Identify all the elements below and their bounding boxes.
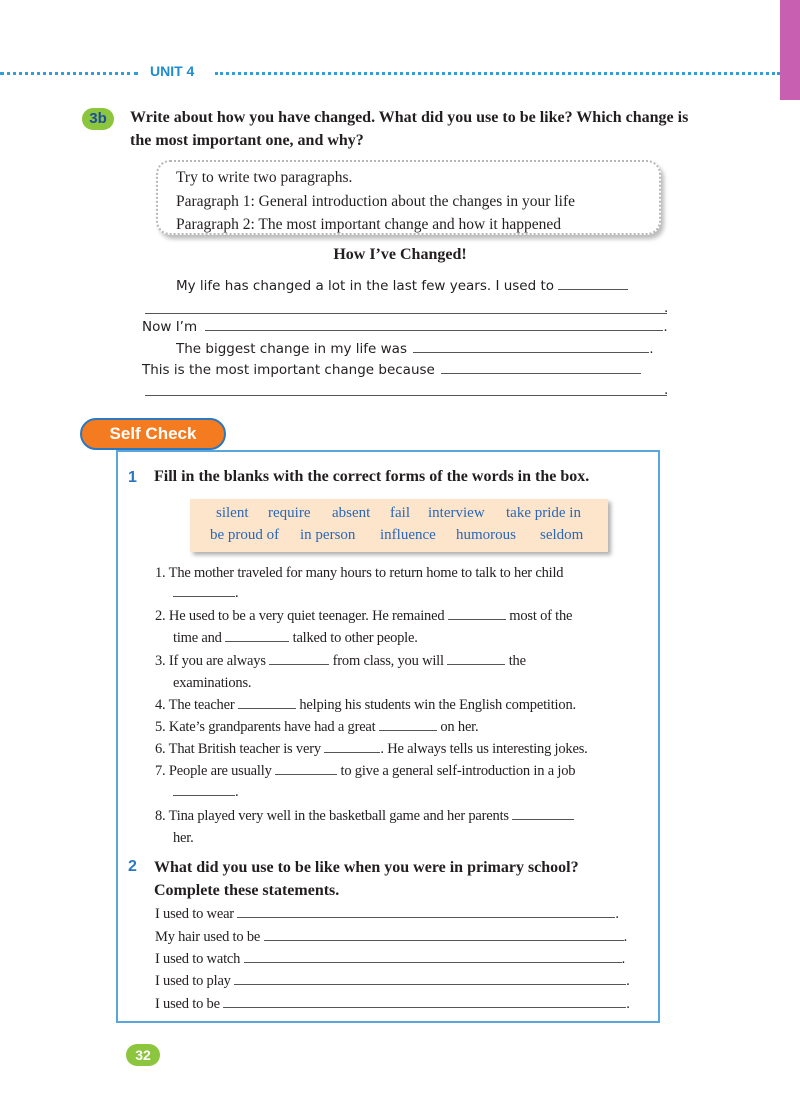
essay-line-text: Now I’m xyxy=(142,319,198,335)
page-number-badge: 32 xyxy=(126,1044,160,1066)
essay-line-text: My life has changed a lot in the last few years. I used to xyxy=(176,278,555,294)
essay-line-3: The biggest change in my life was . xyxy=(176,338,654,360)
question-heading-line: What did you use to be like when you were in primary school? xyxy=(154,859,579,876)
exercise-number-badge: 3b xyxy=(82,108,114,130)
tips-box xyxy=(156,160,661,235)
statement-text: I used to wear xyxy=(155,906,234,922)
answer-blank[interactable] xyxy=(264,926,624,941)
statement-row: I used to watch . xyxy=(155,948,625,970)
item-text: from class, you will xyxy=(332,653,444,669)
exercise-item-7-blank-line: . xyxy=(173,781,238,803)
item-text: The mother traveled for many hours to return home to talk to her child xyxy=(168,565,564,581)
answer-blank[interactable] xyxy=(324,738,380,753)
answer-blank[interactable] xyxy=(173,582,235,597)
self-check-title: Self Check xyxy=(80,418,226,450)
statement-text: I used to watch xyxy=(155,951,241,967)
statement-text: My hair used to be xyxy=(155,929,261,945)
word-box-word: in person xyxy=(300,527,356,543)
header-dotted-rule-left xyxy=(0,72,138,75)
item-text: Tina played very well in the basketball game and her parents xyxy=(168,808,509,824)
item-text: examinations. xyxy=(173,675,252,691)
exercise-item-4 xyxy=(155,694,576,716)
word-box-word: take pride in xyxy=(506,505,581,521)
answer-blank[interactable] xyxy=(173,781,235,796)
tip-line: Try to write two paragraphs. xyxy=(176,169,353,186)
answer-blank[interactable] xyxy=(237,903,615,918)
exercise-item-7 xyxy=(155,760,575,782)
answer-blank[interactable] xyxy=(275,760,337,775)
essay-title: How I’ve Changed! xyxy=(333,246,467,263)
exercise-item-3-cont xyxy=(173,672,251,694)
answer-blank[interactable] xyxy=(238,694,296,709)
answer-blank[interactable] xyxy=(413,338,649,353)
essay-line-text: The biggest change in my life was xyxy=(176,341,407,357)
item-number: 1. xyxy=(155,565,166,581)
answer-blank[interactable] xyxy=(225,627,289,642)
word-box-word: humorous xyxy=(456,527,516,543)
word-box-word: require xyxy=(268,505,311,521)
period: . xyxy=(664,382,669,398)
exercise-item-2 xyxy=(155,605,572,627)
answer-blank[interactable] xyxy=(244,948,622,963)
tip-line: Paragraph 1: General introduction about the changes in your life xyxy=(176,192,575,210)
word-box-word: seldom xyxy=(540,527,584,543)
item-text: The teacher xyxy=(168,697,235,713)
item-text: on her. xyxy=(440,719,479,735)
answer-blank[interactable] xyxy=(512,805,574,820)
word-box-word: absent xyxy=(332,505,371,521)
statement-row: I used to play . xyxy=(155,970,630,992)
item-text: time and xyxy=(173,630,222,646)
word-box-word: silent xyxy=(216,505,249,521)
answer-blank[interactable] xyxy=(441,359,641,374)
word-box-word: fail xyxy=(390,505,410,521)
question-heading-line: Complete these statements. xyxy=(154,882,340,899)
exercise-item-6 xyxy=(155,738,588,760)
answer-blank[interactable] xyxy=(205,316,663,331)
answer-blank[interactable] xyxy=(379,716,437,731)
word-box-word: influence xyxy=(380,527,436,543)
item-text: the xyxy=(508,653,526,669)
exercise-item-8-cont xyxy=(173,827,194,849)
essay-line-text: This is the most important change because xyxy=(142,362,435,378)
item-number: 5. xyxy=(155,719,166,735)
item-text: Kate’s grandparents have had a great xyxy=(168,719,376,735)
answer-blank[interactable] xyxy=(558,275,628,290)
question-heading: Fill in the blanks with the correct forms of the words in the box. xyxy=(154,468,590,485)
exercise-item-5 xyxy=(155,716,478,738)
statement-row: I used to wear . xyxy=(155,903,619,925)
item-number: 8. xyxy=(155,808,166,824)
item-text: to give a general self-introduction in a job xyxy=(340,763,576,779)
exercise-prompt: Write about how you have changed. What did you use to be like? Which change is the most important one, and why? xyxy=(130,109,689,149)
exercise-item-3 xyxy=(155,650,526,672)
item-number: 4. xyxy=(155,697,166,713)
statement-row: I used to be . xyxy=(155,993,630,1015)
tip-line: Paragraph 2: The most important change and how it happened xyxy=(176,216,561,233)
question-number: 2 xyxy=(128,858,137,875)
answer-blank[interactable] xyxy=(448,605,506,620)
exercise-item-2-cont xyxy=(173,627,418,649)
item-text: People are usually xyxy=(168,763,272,779)
essay-line-4 xyxy=(142,359,641,381)
item-number: 2. xyxy=(155,608,166,624)
item-text: . He always tells us interesting jokes. xyxy=(380,741,588,757)
word-box xyxy=(190,499,608,552)
answer-line[interactable] xyxy=(145,395,667,396)
item-text: her. xyxy=(173,830,194,846)
word-box-word: be proud of xyxy=(210,527,280,543)
exercise-item-1-blank-line: . xyxy=(173,582,238,604)
question-heading xyxy=(154,856,579,902)
essay-line-1 xyxy=(176,275,628,297)
item-text: talked to other people. xyxy=(292,630,418,646)
statement-text: I used to play xyxy=(155,973,231,989)
exercise-item-8 xyxy=(155,805,574,827)
item-number: 6. xyxy=(155,741,166,757)
period: . xyxy=(664,300,669,316)
word-box-word: interview xyxy=(428,505,485,521)
page-edge-tab xyxy=(780,0,800,100)
item-number: 3. xyxy=(155,653,166,669)
statement-text: I used to be xyxy=(155,996,220,1012)
exercise-item-1 xyxy=(155,562,563,584)
answer-blank[interactable] xyxy=(234,970,626,985)
answer-blank[interactable] xyxy=(223,993,626,1008)
answer-blank[interactable] xyxy=(447,650,505,665)
answer-blank[interactable] xyxy=(269,650,329,665)
item-text: He used to be a very quiet teenager. He remained xyxy=(168,608,445,624)
header-dotted-rule-right xyxy=(215,72,780,75)
item-text: If you are always xyxy=(168,653,266,669)
essay-line-2: Now I’m . xyxy=(142,316,668,338)
item-text: That British teacher is very xyxy=(168,741,321,757)
question-number: 1 xyxy=(128,469,137,486)
statement-row: My hair used to be . xyxy=(155,926,627,948)
item-number: 7. xyxy=(155,763,166,779)
item-text: most of the xyxy=(509,608,573,624)
answer-line[interactable] xyxy=(145,313,667,314)
item-text: helping his students win the English competition. xyxy=(299,697,576,713)
unit-label: UNIT 4 xyxy=(150,63,195,79)
